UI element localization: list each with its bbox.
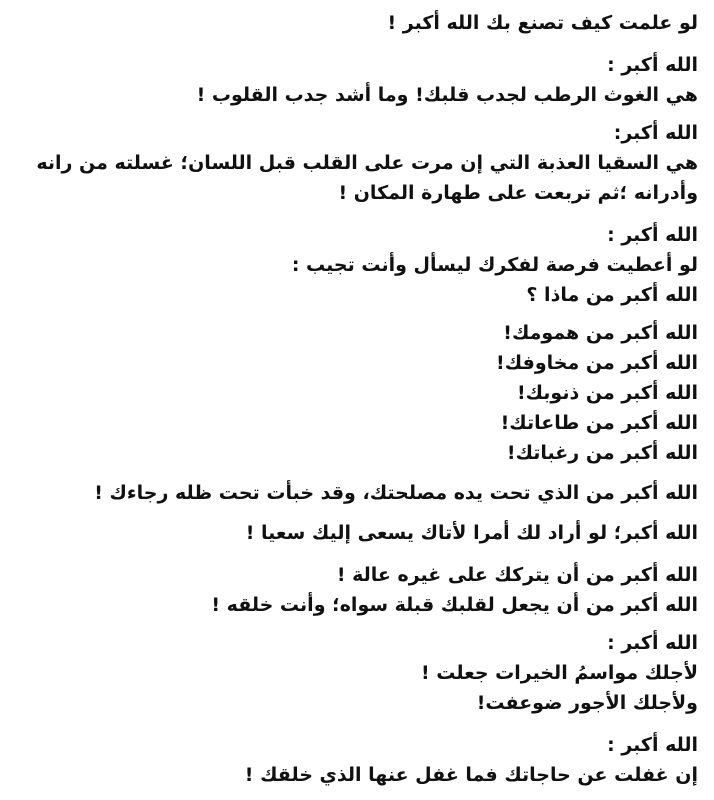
text-line: الله أكبر من ذنوبك! — [516, 382, 698, 404]
text-line: الله أكبر من الذي تحت يده مصلحتك، وقد خبأت تحت ظله رجاءك ! — [94, 482, 698, 504]
text-line: الله أكبر من همومك! — [503, 322, 698, 344]
paragraph-4 — [12, 220, 698, 310]
text-line: هي الغوث الرطب لجدب قلبك! وما أشد جدب القلوب ! — [196, 84, 698, 106]
paragraph-2 — [12, 50, 698, 110]
text-line: الله أكبر من ماذا ؟ — [526, 284, 698, 306]
paragraph-9 — [12, 628, 698, 718]
text-line: الله أكبر من أن يتركك على غيره عالة ! — [336, 564, 698, 586]
paragraph-7 — [12, 518, 698, 548]
text-line: الله أكبر من رغباتك! — [506, 442, 698, 464]
paragraph-3 — [12, 118, 698, 208]
text-line: لو علمت كيف تصنع بك الله أكبر ! — [387, 12, 698, 34]
text-line: الله أكبر : — [607, 54, 698, 76]
text-line: هي السقيا العذبة التي إن مرت على القلب قبل اللسان؛ غسلته من رانه — [36, 152, 698, 174]
text-line: الله أكبر؛ لو أراد لك أمرا لأتاك يسعى إليك سعيا ! — [245, 522, 698, 544]
text-line: الله أكبر من أن يجعل لقلبك قبلة سواه؛ وأنت خلقه ! — [211, 594, 698, 616]
paragraph-5 — [12, 318, 698, 468]
paragraph-6 — [12, 478, 698, 508]
text-line: وأدرانه ؛ثم تربعت على طهارة المكان ! — [338, 182, 698, 204]
text-line: ولأجلك الأجور ضوعفت! — [476, 692, 698, 714]
paragraph-8 — [12, 560, 698, 620]
text-line: الله أكبر : — [607, 632, 698, 654]
paragraph-1 — [12, 8, 698, 38]
text-line: الله أكبر: — [613, 122, 698, 144]
text-line: لأجلك مواسمُ الخيرات جعلت ! — [421, 662, 698, 684]
text-line: الله أكبر : — [607, 224, 698, 246]
text-line: الله أكبر من مخاوفك! — [496, 352, 698, 374]
text-line: إن غفلت عن حاجاتك فما غفل عنها الذي خلقك ! — [244, 764, 698, 786]
text-line: الله أكبر من طاعاتك! — [500, 412, 698, 434]
paragraph-10 — [12, 730, 698, 790]
text-line: الله أكبر : — [607, 734, 698, 756]
text-line: لو أعطيت فرصة لفكرك ليسأل وأنت تجيب : — [291, 254, 698, 276]
